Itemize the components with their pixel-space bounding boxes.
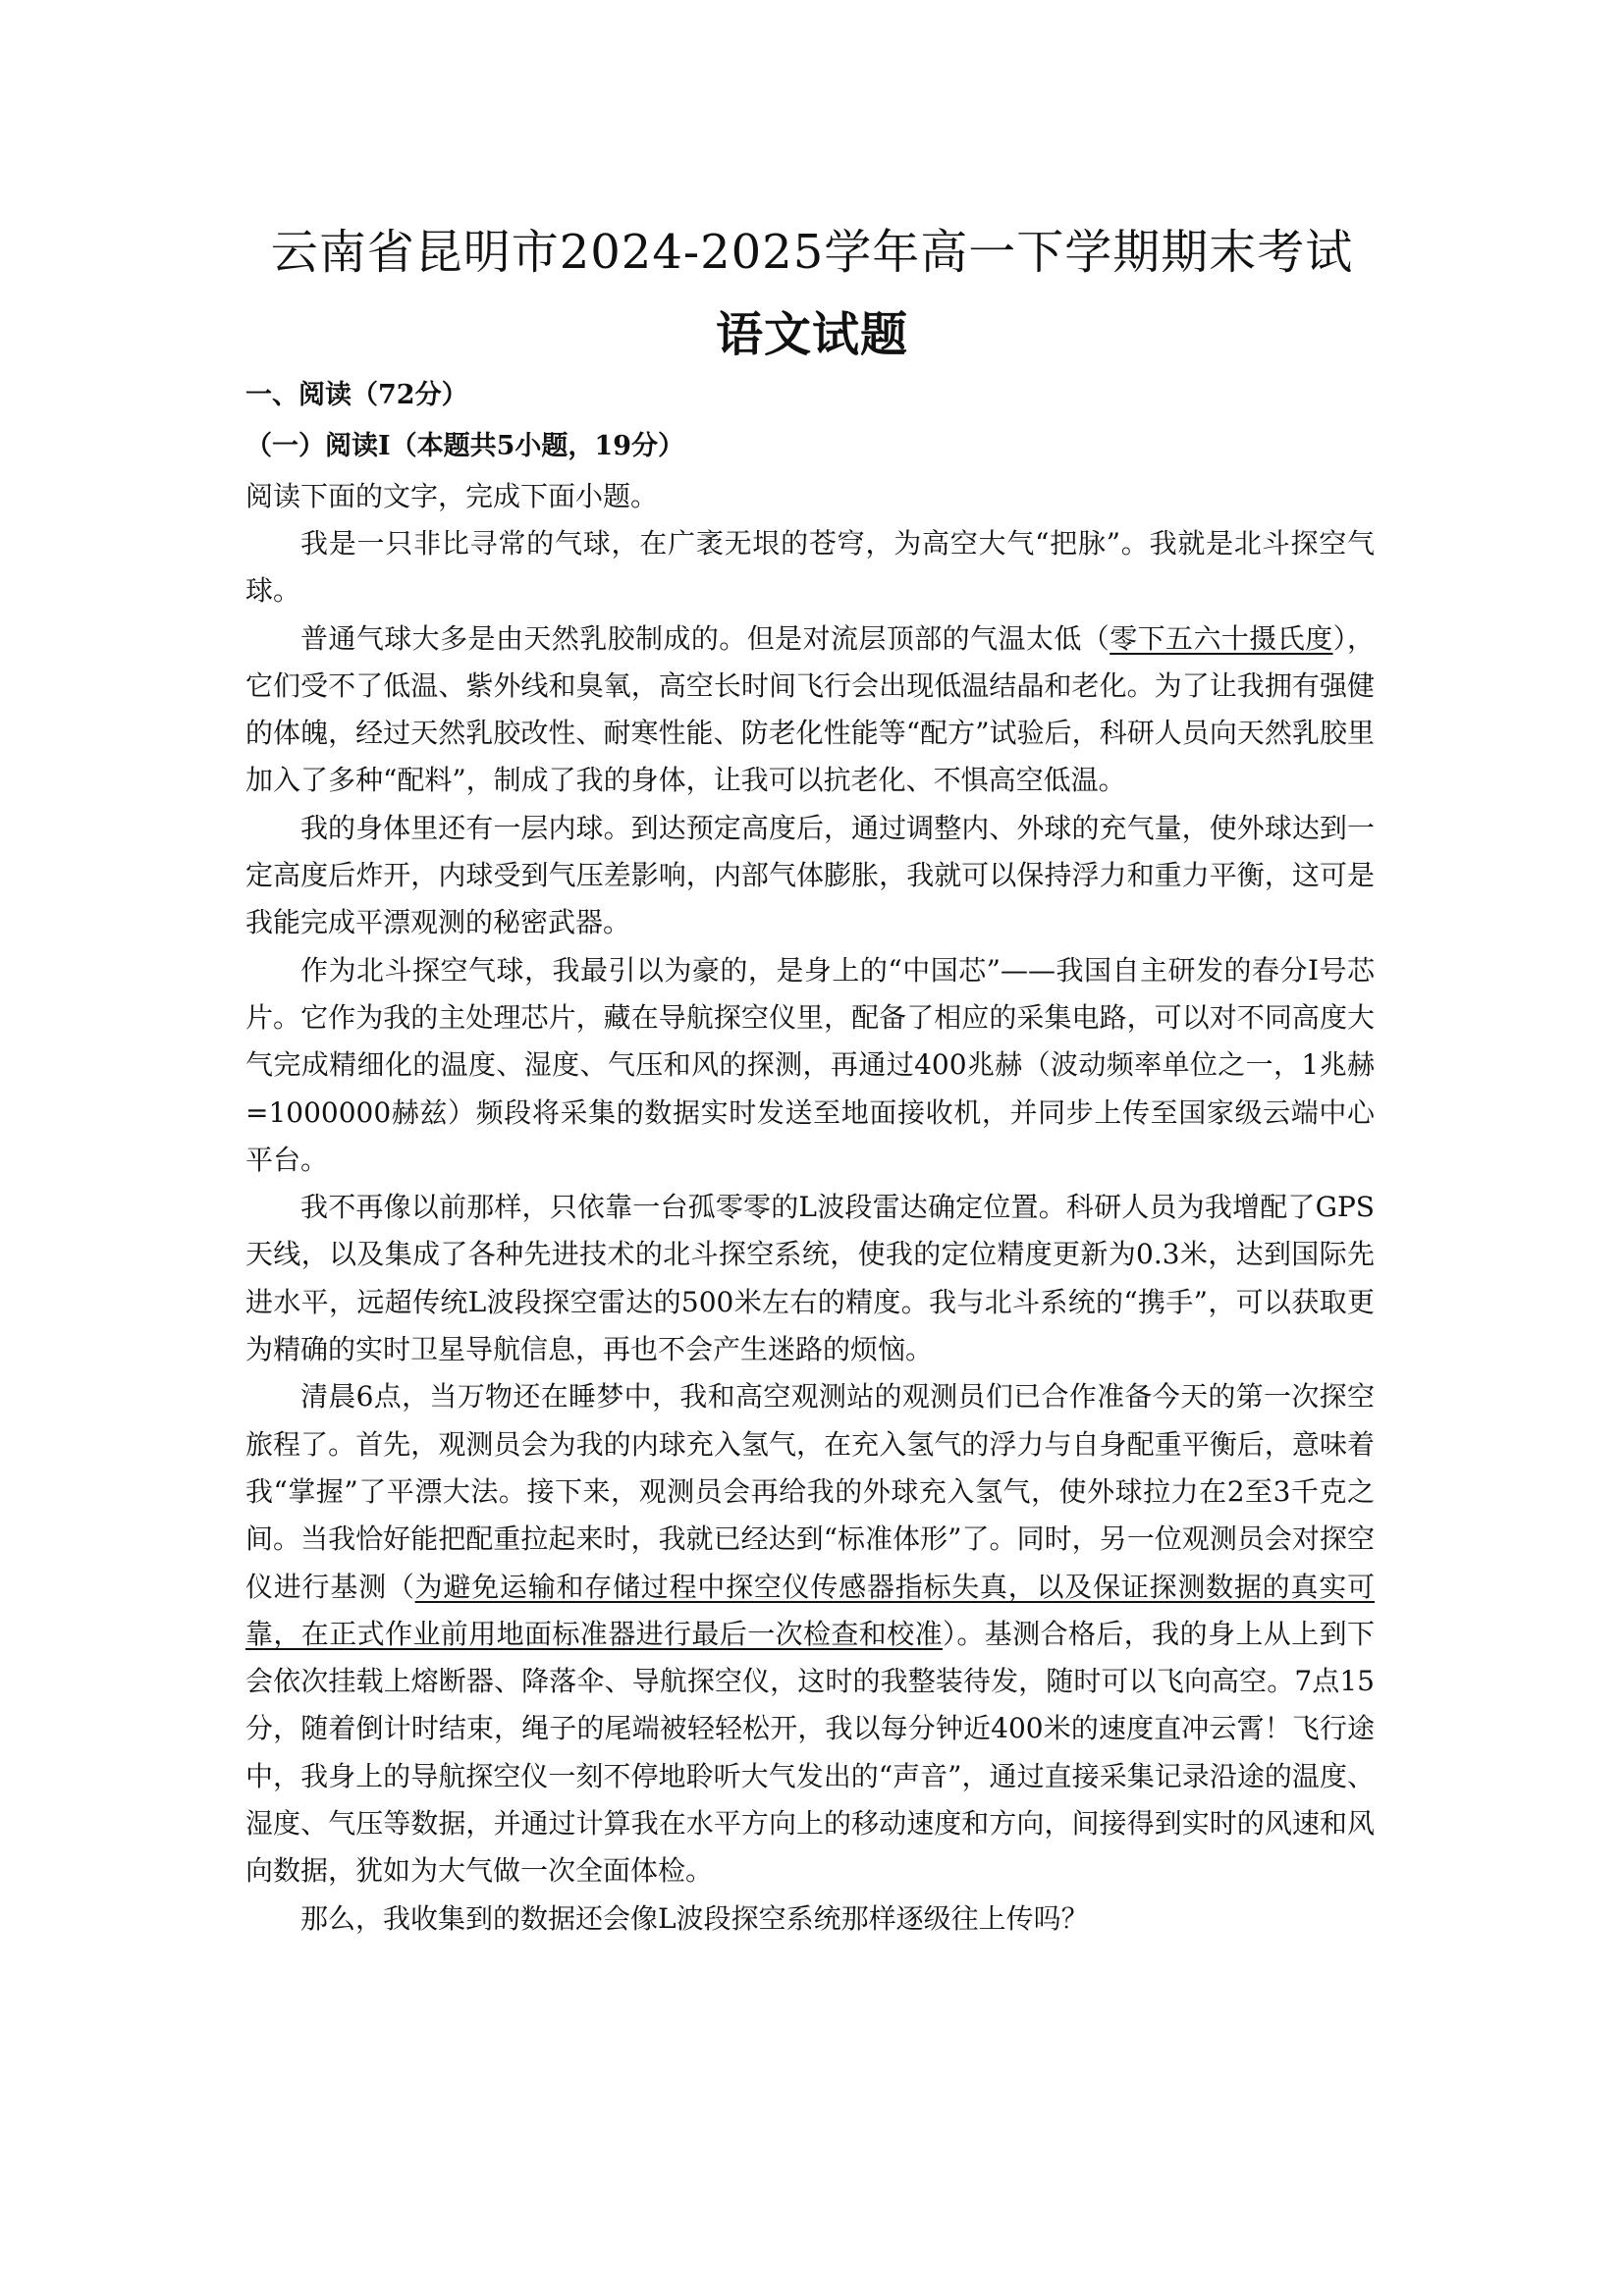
passage-paragraph-4: 作为北斗探空气球，我最引以为豪的，是身上的“中国芯”——我国自主研发的春分Ⅰ号芯片。它作为我的主处理芯片，藏在导航探空仪里，配备了相应的采集电路，可以对不同高度大气完成精细化的温度、湿度、气压和风的探测，再通过400兆赫（波动频率单位之一，1兆赫=1000000赫兹）频段将采集的数据实时发送至地面接收机，并同步上传至国家级云端中心平台。 (245, 953, 1375, 1176)
passage-paragraph-3: 我的身体里还有一层内球。到达预定高度后，通过调整内、外球的充气量，使外球达到一定高度后炸开，内球受到气压差影响，内部气体膨胀，我就可以保持浮力和重力平衡，这可是我能完成平漂观测的秘密武器。 (245, 811, 1375, 939)
reading-passage (245, 520, 1375, 1943)
section-heading: 一、阅读（72分） (245, 380, 468, 410)
passage-paragraph-6 (245, 1373, 1375, 1895)
underlined-phrase-calibration: 为避免运输和存储过程中探空仪传感器指标失真，以及保证探测数据的真实可靠，在正式作业前用地面标准器进行最后一次检查和校准 (245, 1570, 1375, 1650)
underlined-phrase-temperature: 零下五六十摄氏度 (1110, 621, 1333, 655)
paragraph-6-text-b: ）。基测合格后，我的身上从上到下会依次挂载上熔断器、降落伞、导航探空仪，这时的我整装待发，随时可以飞向高空。7点15分，随着倒计时结束，绳子的尾端被轻轻松开，我以每分钟近400米的速度直冲云霄！飞行途中，我身上的导航探空仪一刻不停地聆听大气发出的“声音”，通过直接采集记录沿途的温度、湿度、气压等数据，并通过计算我在水平方向上的移动速度和方向，间接得到实时的风速和风向数据，犹如为大气做一次全面体检。 (245, 1617, 1375, 1888)
passage-paragraph-5: 我不再像以前那样，只依靠一台孤零零的L波段雷达确定位置。科研人员为我增配了GPS天线，以及集成了各种先进技术的北斗探空系统，使我的定位精度更新为0.3米，达到国际先进水平，远超传统L波段探空雷达的500米左右的精度。我与北斗系统的“携手”，可以获取更为精确的实时卫星导航信息，再也不会产生迷路的烦恼。 (245, 1191, 1375, 1366)
passage-paragraph-7: 那么，我收集到的数据还会像L波段探空系统那样逐级往上传吗？ (300, 1901, 1089, 1935)
paragraph-2-text-a: 普通气球大多是由天然乳胶制成的。但是对流层顶部的气温太低（ (300, 621, 1110, 655)
exam-subject-title: 语文试题 (715, 307, 908, 362)
paragraph-6-text-a: 清晨6点，当万物还在睡梦中，我和高空观测站的观测员们已合作准备今天的第一次探空旅程了。首先，观测员会为我的内球充入氢气，在充入氢气的浮力与自身配重平衡后，意味着我“掌握”了平漂大法。接下来，观测员会再给我的外球充入氢气，使外球拉力在2至3千克之间。当我恰好能把配重拉起来时，我就已经达到“标准体形”了。同时，另一位观测员会对探空仪进行基测（ (245, 1380, 1375, 1603)
paragraph-2-text-b: ），它们受不了低温、紫外线和臭氧，高空长时间飞行会出现低温结晶和老化。为了让我拥有强健的体魄，经过天然乳胶改性、耐寒性能、防老化性能等“配方”试验后，科研人员向天然乳胶里加入了多种“配料”，制成了我的身体，让我可以抗老化、不惧高空低温。 (245, 621, 1375, 797)
reading-instruction: 阅读下面的文字，完成下面小题。 (245, 480, 659, 512)
subsection-heading: （一）阅读Ⅰ（本题共5小题，19分） (245, 431, 684, 461)
passage-paragraph-2 (245, 615, 1375, 805)
exam-title: 云南省昆明市2024-2025学年高一下学期期末考试 (270, 225, 1354, 280)
passage-paragraph-1: 我是一只非比寻常的气球，在广袤无垠的苍穹，为高空大气“把脉”。我就是北斗探空气球。 (245, 527, 1375, 608)
